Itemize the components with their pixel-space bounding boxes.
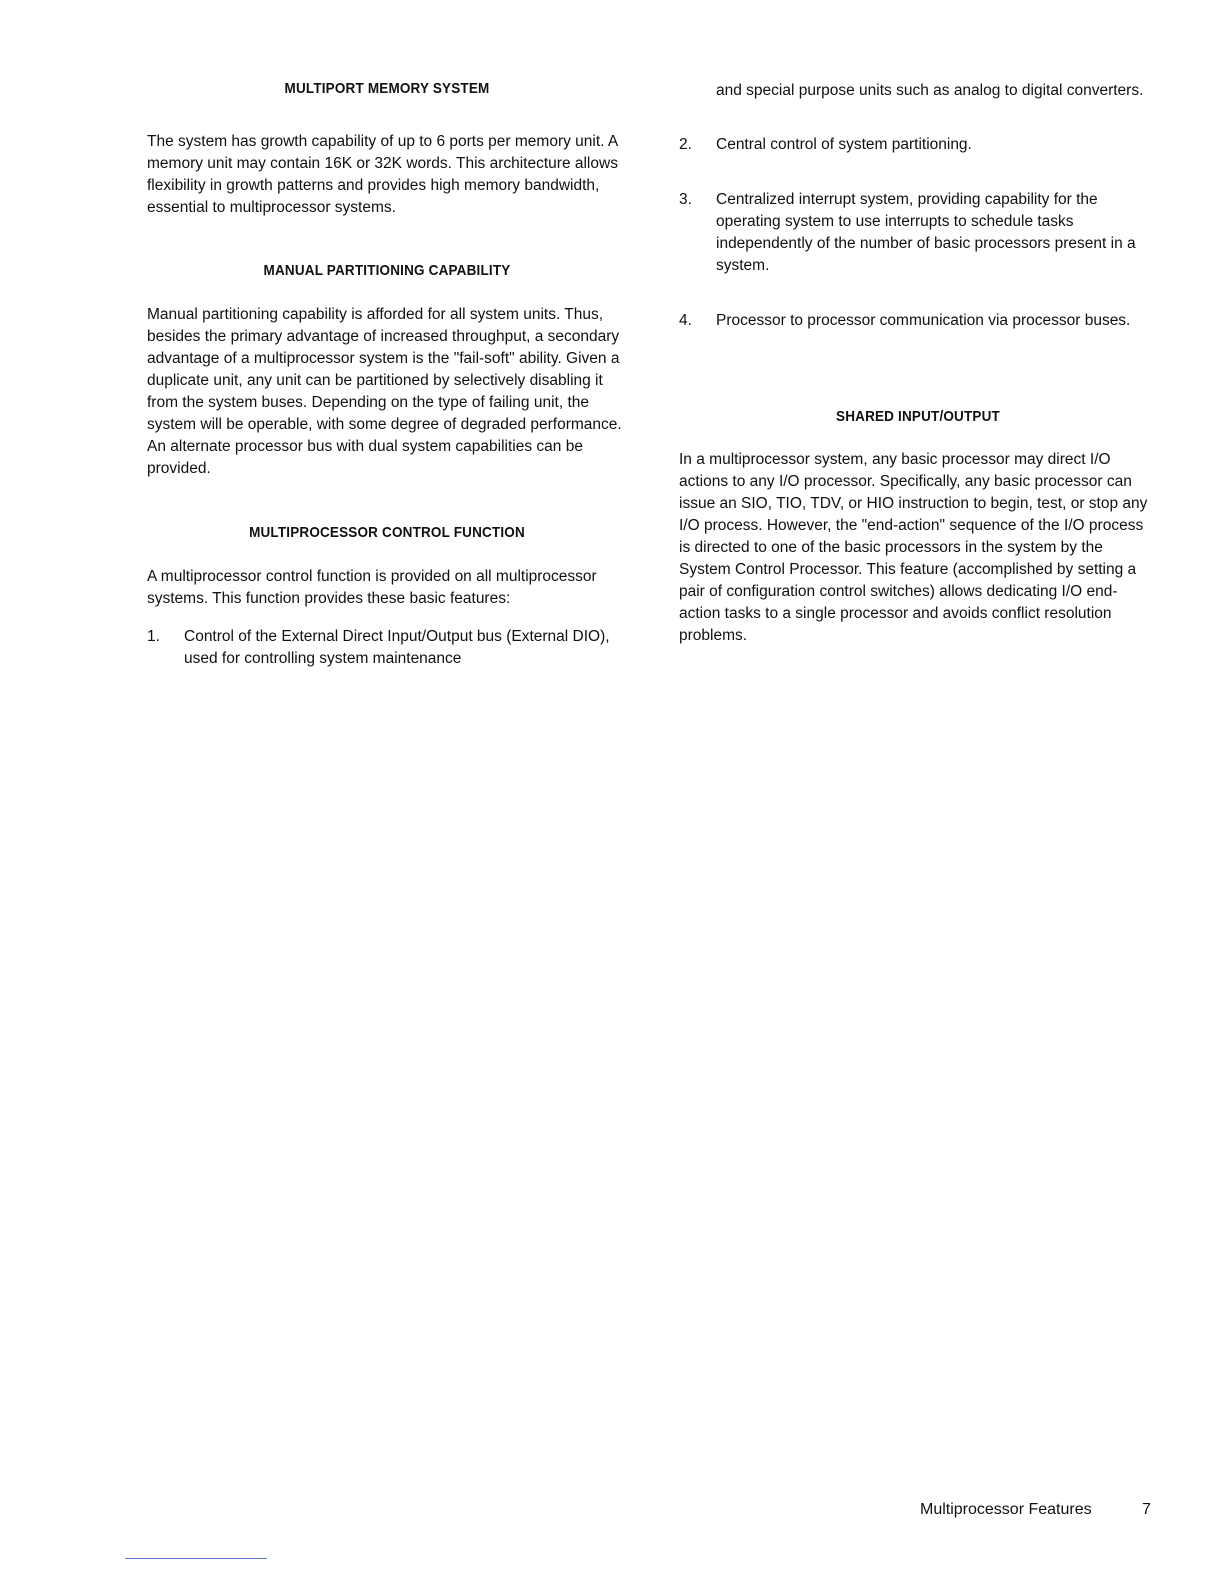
list-item-text: Centralized interrupt system, providing capability for the operating system to use interrupts to schedule tasks independently of the number of basic processors present in a system.	[716, 191, 1136, 274]
bottom-rule	[125, 1558, 267, 1559]
list-number: 2.	[679, 136, 692, 153]
page-footer	[920, 1499, 1151, 1521]
multiport-memory-paragraph: The system has growth capability of up to 6 ports per memory unit. A memory unit may contain 16K or 32K words. This architecture allows flexibility in growth patterns and provides high memory bandwidth, essential to multiprocessor systems.	[147, 133, 618, 216]
list-item-text: Central control of system partitioning.	[716, 136, 972, 153]
section-heading-multiport-memory: MULTIPORT MEMORY SYSTEM	[284, 80, 490, 97]
list-number: 3.	[679, 191, 692, 208]
section-heading-multiprocessor-control: MULTIPROCESSOR CONTROL FUNCTION	[249, 524, 525, 541]
page-number: 7	[1142, 1501, 1151, 1518]
list-number: 4.	[679, 312, 692, 329]
shared-io-paragraph: In a multiprocessor system, any basic processor may direct I/O actions to any I/O processor. Specifically, any basic processor can issue an SIO, TIO, TDV, or HIO instruction to begin, test, or stop any I/O process. However, the "end-action" sequence of the I/O process is directed to one of the basic processors in the system by the System Control Processor. This feature (accomplished by setting a pair of configuration control switches) allows dedicating I/O end-action tasks to a single processor and avoids conflict resolution problems.	[679, 451, 1148, 644]
list-item-text: Processor to processor communication via processor buses.	[716, 312, 1131, 329]
multiprocessor-control-paragraph: A multiprocessor control function is provided on all multiprocessor systems. This function provides these basic features:	[147, 568, 597, 607]
feature-list-item-1	[147, 626, 627, 670]
left-column	[147, 80, 627, 670]
list-item-text: Control of the External Direct Input/Output bus (External DIO), used for controlling system maintenance	[184, 628, 610, 667]
list-item-text: and special purpose units such as analog to digital converters.	[716, 82, 1144, 99]
right-column	[679, 80, 1157, 647]
feature-list-item-2	[679, 134, 1157, 156]
feature-list-item-4	[679, 310, 1157, 332]
section-heading-manual-partitioning: MANUAL PARTITIONING CAPABILITY	[263, 262, 511, 279]
list-number: 1.	[147, 628, 160, 645]
section-heading-shared-io: SHARED INPUT/OUTPUT	[836, 408, 1000, 425]
feature-list-item-3	[679, 189, 1157, 277]
footer-title: Multiprocessor Features	[920, 1501, 1092, 1518]
manual-partitioning-paragraph: Manual partitioning capability is afforded for all system units. Thus, besides the primary advantage of increased throughput, a secondary advantage of a multiprocessor system is the "fail-soft" ability. Given a duplicate unit, any unit can be partitioned by selectively disabling it from the system buses. Depending on the type of failing unit, the system will be operable, with some degree of degraded performance. An alternate processor bus with dual system capabilities can be provided.	[147, 306, 622, 477]
feature-list-item-1-continued	[679, 80, 1157, 102]
